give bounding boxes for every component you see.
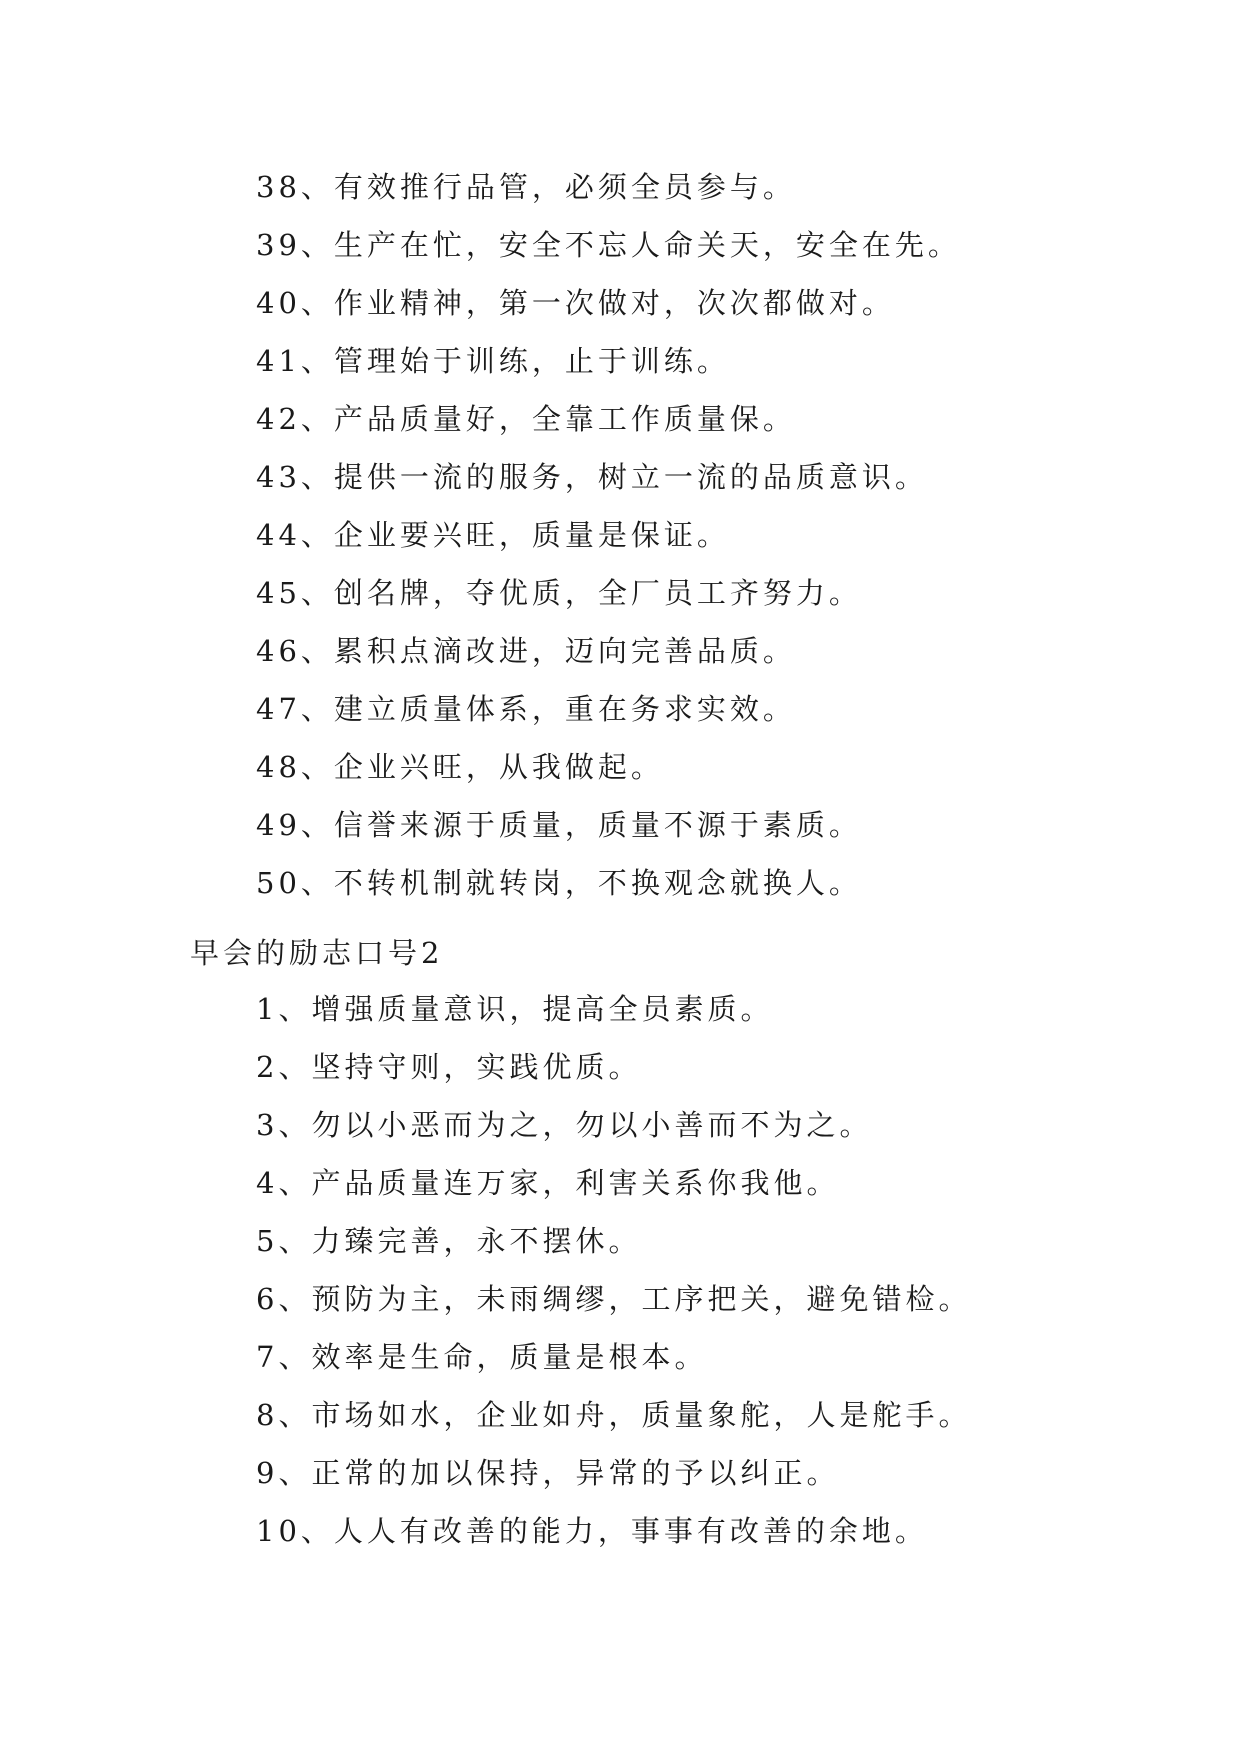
list-item: 6、预防为主，未雨绸缪，工序把关，避免错检。 — [256, 1282, 972, 1316]
list-item: 1、增强质量意识，提高全员素质。 — [256, 992, 774, 1026]
section-heading: 早会的励志口号2 — [190, 936, 444, 970]
list-item: 46、累积点滴改进，迈向完善品质。 — [256, 634, 796, 668]
list-item: 45、创名牌，夺优质，全厂员工齐努力。 — [256, 576, 862, 610]
list-item: 39、生产在忙，安全不忘人命关天，安全在先。 — [256, 228, 961, 262]
list-item: 43、提供一流的服务，树立一流的品质意识。 — [256, 460, 928, 494]
slogan-list-part-1 — [0, 158, 1241, 912]
list-item: 8、市场如水，企业如舟，质量象舵，人是舵手。 — [256, 1398, 972, 1432]
list-item: 47、建立质量体系，重在务求实效。 — [256, 692, 796, 726]
list-item: 50、不转机制就转岗，不换观念就换人。 — [256, 866, 862, 900]
list-item: 41、管理始于训练，止于训练。 — [256, 344, 730, 378]
list-item: 5、力臻完善，永不摆休。 — [256, 1224, 642, 1258]
list-item: 42、产品质量好，全靠工作质量保。 — [256, 402, 796, 436]
list-item: 40、作业精神，第一次做对，次次都做对。 — [256, 286, 895, 320]
slogan-list-part-2 — [0, 980, 1241, 1560]
list-item: 49、信誉来源于质量，质量不源于素质。 — [256, 808, 862, 842]
list-item: 44、企业要兴旺，质量是保证。 — [256, 518, 730, 552]
list-item: 38、有效推行品管，必须全员参与。 — [256, 170, 796, 204]
list-item: 4、产品质量连万家，利害关系你我他。 — [256, 1166, 840, 1200]
list-item: 10、人人有改善的能力，事事有改善的余地。 — [256, 1514, 928, 1548]
list-item: 7、效率是生命，质量是根本。 — [256, 1340, 708, 1374]
list-item: 48、企业兴旺，从我做起。 — [256, 750, 664, 784]
list-item: 9、正常的加以保持，异常的予以纠正。 — [256, 1456, 840, 1490]
list-item: 2、坚持守则，实践优质。 — [256, 1050, 642, 1084]
list-item: 3、勿以小恶而为之，勿以小善而不为之。 — [256, 1108, 873, 1142]
